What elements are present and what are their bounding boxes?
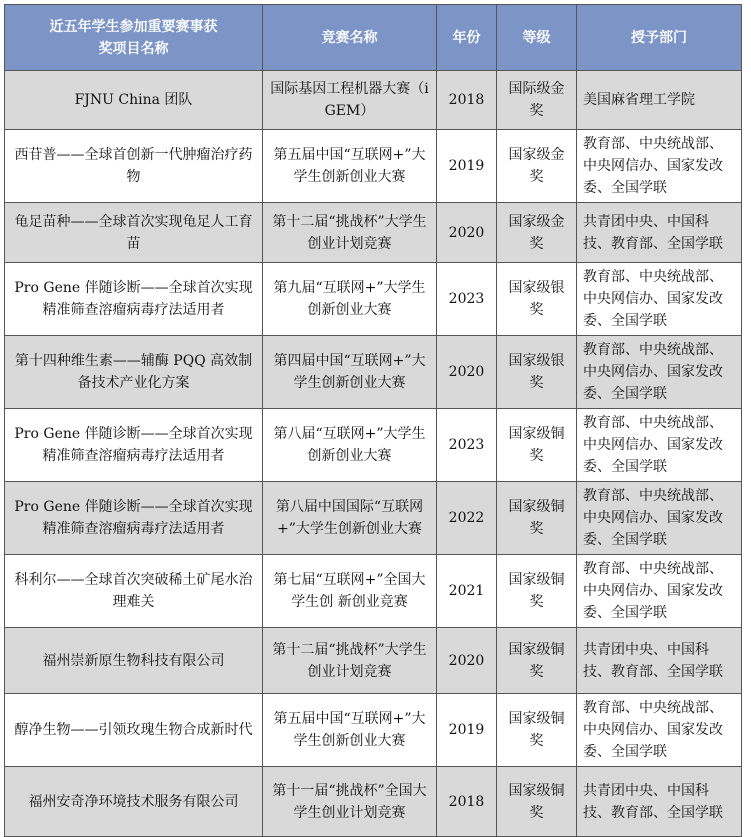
- cell-competition: 第四届中国“互联网+”大学生创新创业大赛: [263, 336, 437, 409]
- cell-project: FJNU China 团队: [5, 71, 263, 130]
- cell-level: 国家级铜奖: [497, 694, 577, 767]
- awards-table: [4, 4, 742, 837]
- cell-year: 2018: [437, 767, 497, 837]
- header-department: 授予部门: [577, 5, 742, 71]
- cell-project: 西苷普——全球首创新一代肿瘤治疗药物: [5, 130, 263, 203]
- table-row: [5, 482, 742, 555]
- cell-department: 教育部、中央统战部、中央网信办、国家发改委、全国学联: [577, 482, 742, 555]
- cell-project: 福州崇新原生物科技有限公司: [5, 628, 263, 694]
- cell-year: 2021: [437, 555, 497, 628]
- cell-year: 2023: [437, 409, 497, 482]
- header-year: 年份: [437, 5, 497, 71]
- cell-competition: 第十二届“挑战杯”大学生创业计划竞赛: [263, 628, 437, 694]
- cell-year: 2020: [437, 203, 497, 263]
- cell-department: 教育部、中央统战部、中央网信办、国家发改委、全国学联: [577, 555, 742, 628]
- table-row: [5, 694, 742, 767]
- table-header: [5, 5, 742, 71]
- cell-department: 教育部、中央统战部、中央网信办、国家发改委、全国学联: [577, 130, 742, 203]
- cell-level: 国家级铜奖: [497, 628, 577, 694]
- header-project: 近五年学生参加重要赛事获奖项目名称: [5, 5, 263, 71]
- cell-department: 共青团中央、中国科技、教育部、全国学联: [577, 767, 742, 837]
- header-level: 等级: [497, 5, 577, 71]
- cell-department: 教育部、中央统战部、中央网信办、国家发改委、全国学联: [577, 336, 742, 409]
- cell-year: 2022: [437, 482, 497, 555]
- cell-year: 2019: [437, 694, 497, 767]
- cell-level: 国家级金奖: [497, 203, 577, 263]
- header-competition: 竞赛名称: [263, 5, 437, 71]
- cell-project: 科利尔——全球首次突破稀土矿尾水治理难关: [5, 555, 263, 628]
- table-row: [5, 263, 742, 336]
- table-row: [5, 409, 742, 482]
- cell-level: 国家级铜奖: [497, 767, 577, 837]
- cell-level: 国家级银奖: [497, 336, 577, 409]
- cell-project: 醇净生物——引领玫瑰生物合成新时代: [5, 694, 263, 767]
- cell-year: 2018: [437, 71, 497, 130]
- table-body: [5, 71, 742, 837]
- table-row: [5, 628, 742, 694]
- cell-year: 2020: [437, 628, 497, 694]
- cell-department: 共青团中央、中国科技、教育部、全国学联: [577, 203, 742, 263]
- cell-project: Pro Gene 伴随诊断——全球首次实现精准筛查溶瘤病毒疗法适用者: [5, 263, 263, 336]
- cell-competition: 国际基因工程机器大赛（i GEM）: [263, 71, 437, 130]
- cell-year: 2019: [437, 130, 497, 203]
- cell-department: 美国麻省理工学院: [577, 71, 742, 130]
- cell-level: 国家级铜奖: [497, 409, 577, 482]
- cell-project: 福州安奇净环境技术服务有限公司: [5, 767, 263, 837]
- cell-department: 共青团中央、中国科技、教育部、全国学联: [577, 628, 742, 694]
- cell-competition: 第九届“互联网+”大学生创新创业大赛: [263, 263, 437, 336]
- cell-competition: 第八届中国国际“互联网+”大学生创新创业大赛: [263, 482, 437, 555]
- table-row: [5, 71, 742, 130]
- cell-competition: 第七届“互联网+”全国大学生创 新创业竞赛: [263, 555, 437, 628]
- cell-level: 国家级金奖: [497, 130, 577, 203]
- cell-competition: 第五届中国“互联网+”大学生创新创业大赛: [263, 130, 437, 203]
- cell-competition: 第十二届“挑战杯”大学生创业计划竞赛: [263, 203, 437, 263]
- table-row: [5, 130, 742, 203]
- table-row: [5, 336, 742, 409]
- cell-project: Pro Gene 伴随诊断——全球首次实现精准筛查溶瘤病毒疗法适用者: [5, 482, 263, 555]
- table-row: [5, 203, 742, 263]
- cell-level: 国际级金奖: [497, 71, 577, 130]
- cell-project: 龟足苗种——全球首次实现龟足人工育苗: [5, 203, 263, 263]
- cell-competition: 第十一届“挑战杯”全国大学生创业计划竞赛: [263, 767, 437, 837]
- cell-project: Pro Gene 伴随诊断——全球首次实现精准筛查溶瘤病毒疗法适用者: [5, 409, 263, 482]
- cell-level: 国家级铜奖: [497, 555, 577, 628]
- cell-department: 教育部、中央统战部、中央网信办、国家发改委、全国学联: [577, 694, 742, 767]
- cell-year: 2020: [437, 336, 497, 409]
- cell-level: 国家级银奖: [497, 263, 577, 336]
- cell-department: 教育部、中央统战部、中央网信办、国家发改委、全国学联: [577, 409, 742, 482]
- cell-year: 2023: [437, 263, 497, 336]
- table-row: [5, 767, 742, 837]
- cell-competition: 第八届“互联网+”大学生创新创业大赛: [263, 409, 437, 482]
- cell-level: 国家级铜奖: [497, 482, 577, 555]
- cell-department: 教育部、中央统战部、中央网信办、国家发改委、全国学联: [577, 263, 742, 336]
- cell-competition: 第五届中国“互联网+”大学生创新创业大赛: [263, 694, 437, 767]
- table-row: [5, 555, 742, 628]
- cell-project: 第十四种维生素——辅酶 PQQ 高效制备技术产业化方案: [5, 336, 263, 409]
